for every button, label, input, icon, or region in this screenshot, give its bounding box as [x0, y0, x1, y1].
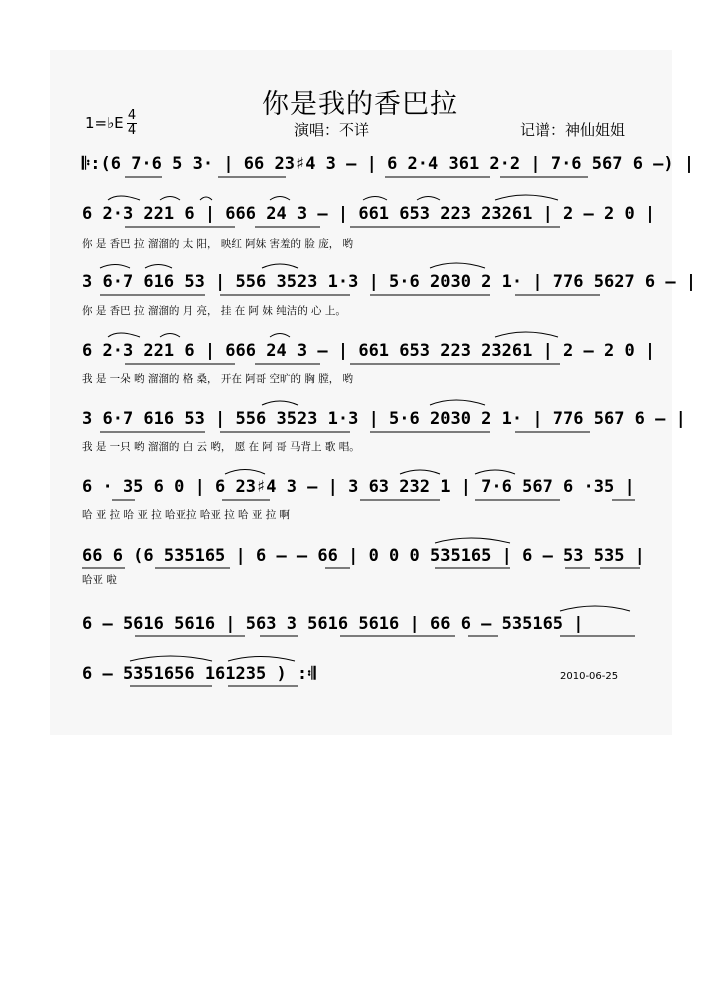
lyric-line-1: 你 是 香巴 拉 溜溜的 太 阳， 映红 阿妹 害羞的 脸 庞， 哟	[82, 238, 354, 250]
slur-mark	[270, 197, 290, 201]
lyric-line-4: 我 是 一只 哟 溜溜的 白 云 哟， 愿 在 阿 哥 马背上 歌 唱。	[82, 441, 360, 453]
slur-mark	[430, 263, 485, 268]
slur-mark	[430, 400, 485, 405]
slur-mark	[145, 265, 172, 269]
lyric-line-3: 我 是 一朵 哟 溜溜的 格 桑， 开在 阿哥 空旷的 胸 膛， 哟	[82, 373, 354, 385]
slur-mark	[130, 656, 212, 661]
notation-line-9: 6 – 5351656 161235 ) :𝄇	[82, 664, 316, 684]
notation-line-4: 6 2·3 221 6 | 666 24 3 – | 661 653 223 23261 | 2 – 2 0 |	[82, 341, 656, 361]
transcription-date: 2010-06-25	[560, 671, 619, 682]
notation-line-6: 6 · 35 6 0 | 6 23♯4 3 – | 3 63 232 1 | 7·6 567 6 ·35 |	[82, 477, 635, 497]
notation-line-1: 𝄆:(6 7·6 5 3· | 66 23♯4 3 – | 6 2·4 361 2·2 | 7·6 567 6 –) |	[82, 154, 695, 174]
slur-mark	[200, 197, 212, 200]
slur-mark	[160, 334, 180, 338]
lyric-line-2: 你 是 香巴 拉 溜溜的 月 亮， 挂 在 阿 妹 纯洁的 心 上。	[82, 305, 346, 317]
notation-line-3: 3 6·7 616 53 | 556 3523 1·3 | 5·6 2030 2 1· | 776 5627 6 – |	[82, 272, 697, 292]
slur-mark	[475, 470, 515, 474]
slur-mark	[225, 470, 265, 475]
slur-mark	[228, 657, 295, 662]
slur-mark	[100, 265, 130, 269]
slur-mark	[160, 197, 180, 201]
singer-credit: 演唱：不详	[294, 121, 370, 139]
slur-mark	[270, 334, 290, 338]
slur-mark	[363, 197, 387, 201]
notation-line-8: 6 – 5616 5616 | 563 3 5616 5616 | 66 6 – 535165 |	[82, 614, 584, 634]
slur-mark	[435, 538, 510, 543]
notation-line-2: 6 2·3 221 6 | 666 24 3 – | 661 653 223 23261 | 2 – 2 0 |	[82, 204, 656, 224]
slur-mark	[495, 195, 558, 200]
slur-mark	[262, 264, 298, 268]
notation-line-5: 3 6·7 616 53 | 556 3523 1·3 | 5·6 2030 2 1· | 776 567 6 – |	[82, 409, 686, 429]
slur-mark	[262, 401, 298, 405]
slur-mark	[108, 196, 140, 200]
lyric-line-6: 哈亚 啦	[82, 574, 117, 586]
meter-bottom: 4	[127, 123, 137, 138]
notation-line-7: 66 6 (6 535165 | 6 – – 66 | 0 0 0 535165 | 6 – 53 535 |	[82, 546, 645, 566]
slur-mark	[417, 197, 440, 201]
song-title: 你是我的香巴拉	[262, 89, 458, 120]
key-signature: 1=♭E	[85, 114, 124, 132]
lyric-line-5: 哈 亚 拉 哈 亚 拉 哈亚拉 哈亚 拉 哈 亚 拉 啊	[82, 509, 291, 521]
slur-mark	[495, 332, 558, 337]
slur-mark	[560, 606, 630, 611]
transcriber-credit: 记谱：神仙姐姐	[520, 121, 626, 139]
slur-mark	[400, 470, 440, 474]
slur-mark	[108, 333, 140, 337]
meter-top: 4	[127, 108, 137, 123]
